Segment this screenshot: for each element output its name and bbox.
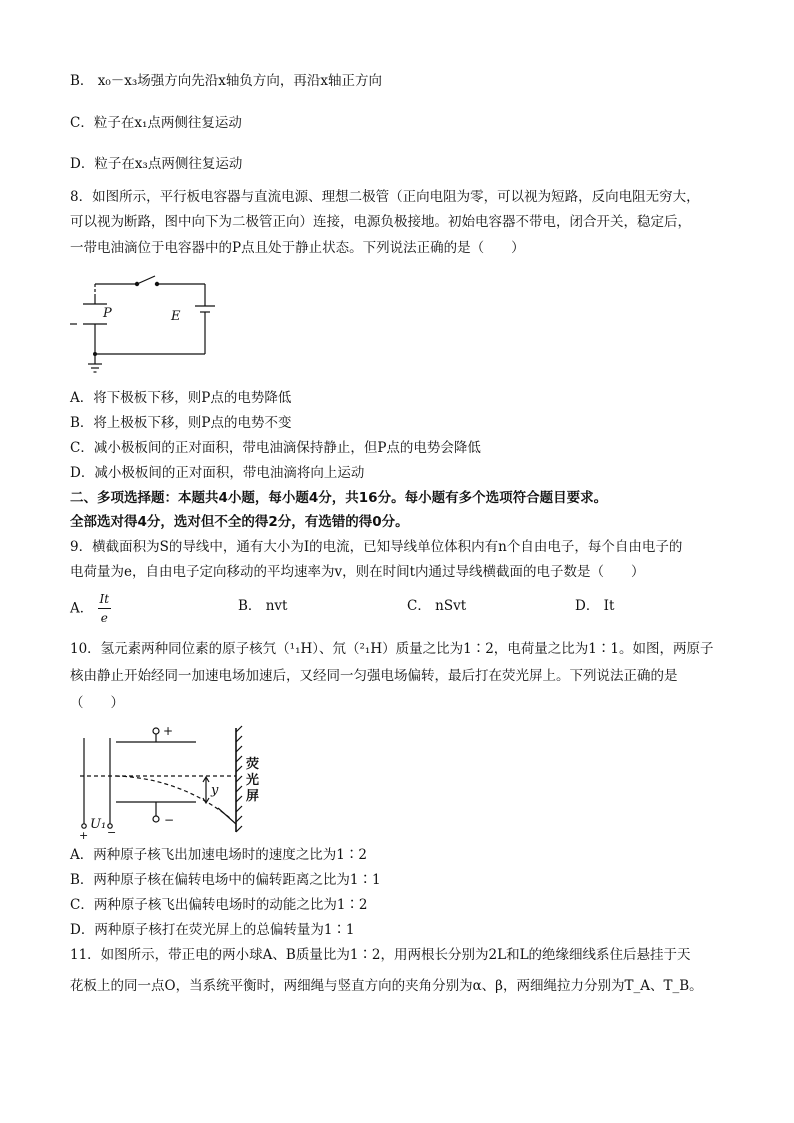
q8-option-b: B．将上极板下移，则P点的电势不变 [70, 415, 292, 431]
q9-option-a-numerator: It [98, 590, 112, 609]
q8-stem-line2: 可以视为断路，图中向下为二极管正向）连接，电源负极接地。初始电容器不带电，闭合开关，稳定后， [70, 214, 691, 230]
q7-option-b: B． x₀－x₃场强方向先沿x轴负方向，再沿x轴正方向 [70, 73, 382, 89]
q9-option-a: A． $\frac{It}{e}$ [70, 592, 110, 625]
q7-option-d: D．粒子在x₃点两侧往复运动 [70, 156, 243, 172]
q8-label-e: E [171, 309, 181, 324]
q11-stem-line2: 花板上的同一点O，当系统平衡时，两细绳与竖直方向的夹角分别为α、β，两细绳拉力分别为T_A、T_B。 [70, 978, 703, 994]
q10-option-a: A．两种原子核飞出加速电场时的速度之比为1∶2 [70, 847, 367, 863]
q8-label-p: P [103, 306, 112, 321]
q9-option-a-denominator: e [100, 611, 108, 625]
q8-option-c: C．减小极板间的正对面积，带电油滴保持静止，但P点的电势会降低 [70, 440, 481, 456]
q10-screen-char-2: 光 [246, 773, 260, 788]
q8-option-a: A．将下极板下移，则P点的电势降低 [70, 390, 292, 406]
q10-stem-line1: 10．氢元素两种同位素的原子核氕（¹₁H）、氘（²₁H）质量之比为1∶2，电荷量之比为1∶1。如图，两原子 [70, 641, 714, 657]
q9-option-d: D． It [575, 598, 615, 614]
q10-label-y: y [211, 783, 219, 798]
q10-option-b: B．两种原子核在偏转电场中的偏转距离之比为1∶1 [70, 872, 381, 888]
q8-circuit-diagram [65, 268, 215, 378]
q7-option-c: C．粒子在x₁点两侧往复运动 [70, 115, 242, 131]
q9-stem-line2: 电荷量为e，自由电子定向移动的平均速率为v，则在时间t内通过导线横截面的电子数是（ ） [70, 564, 645, 580]
q10-label-minus-bottom: − [164, 813, 175, 827]
q8-stem-line1: 8．如图所示，平行板电容器与直流电源、理想二极管（正向电阻为零，可以视为短路，反向电阻无穷大， [70, 189, 700, 205]
q10-stem-line3: （ ） [70, 695, 124, 711]
q8-option-d: D．减小极板间的正对面积，带电油滴将向上运动 [70, 465, 365, 481]
q10-screen-char-1: 荧 [246, 757, 260, 772]
q9-stem-line1: 9．横截面积为S的导线中，通有大小为I的电流，已知导线单位体积内有n个自由电子，每个自由电子的 [70, 539, 683, 555]
q10-screen-char-3: 屏 [246, 789, 260, 804]
q10-label-u1: U₁ [90, 817, 107, 832]
q10-option-d: D．两种原子核打在荧光屏上的总偏转量为1∶1 [70, 922, 355, 938]
q10-deflection-diagram [70, 720, 270, 840]
section2-heading-line1: 二、多项选择题：本题共4小题，每小题4分，共16分。每小题有多个选项符合题目要求。 [70, 490, 608, 506]
q9-option-b: B． nvt [238, 598, 288, 614]
q10-label-plus-top: + [163, 724, 174, 738]
q10-label-plus-left: + [79, 829, 89, 840]
q11-stem-line1: 11．如图所示，带正电的两小球A、B质量比为1∶2，用两根长分别为2L和L的绝缘细线系住后悬挂于天 [70, 947, 691, 963]
section2-heading-line2: 全部选对得4分，选对但不全的得2分，有选错的得0分。 [70, 514, 409, 530]
q8-stem-line3: 一带电油滴位于电容器中的P点且处于静止状态。下列说法正确的是（ ） [70, 240, 525, 256]
q10-option-c: C．两种原子核飞出偏转电场时的动能之比为1∶2 [70, 897, 368, 913]
q9-option-c: C． nSvt [407, 598, 467, 614]
q10-stem-line2: 核由静止开始经同一加速电场加速后，又经同一匀强电场偏转，最后打在荧光屏上。下列说法正确的是 [70, 668, 678, 684]
q10-label-minus-left: − [107, 826, 117, 839]
